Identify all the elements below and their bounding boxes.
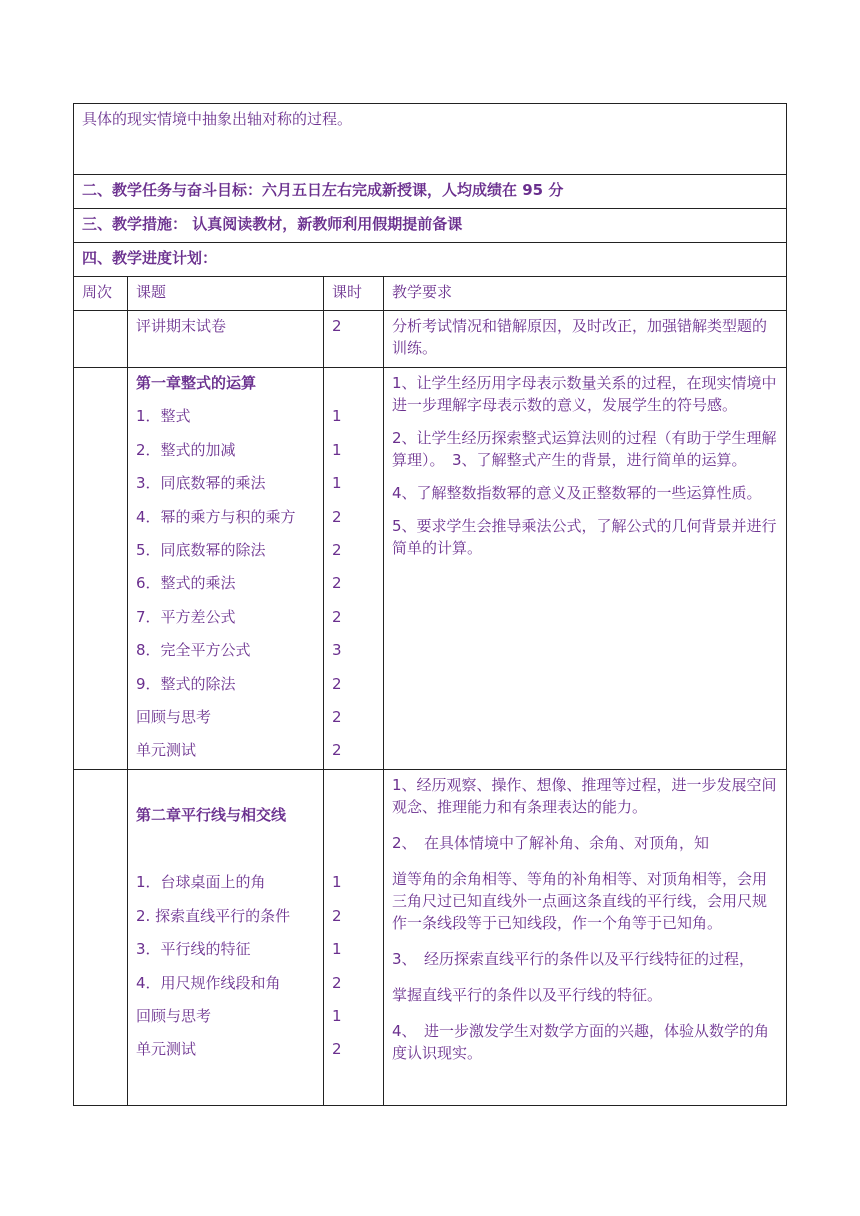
list-item: 回顾与思考 [136,1006,212,1025]
requirement-item: 4、了解整数指数幂的意义及正整数幂的一些运算性质。 [392,484,762,502]
hours-value: 1 [332,940,342,959]
chapter2-requirements [384,770,787,1106]
table-row [74,770,787,1106]
hours-value: 2 [332,741,342,760]
spacer [332,368,375,401]
section2-row [74,175,787,209]
chapter1-requirements [384,368,787,770]
spacer [136,770,315,800]
section3-row [74,209,787,243]
spacer [332,770,375,867]
intro-row [74,104,787,175]
chapter2-title: 第二章平行线与相交线 [136,806,287,824]
list-item: 9．整式的除法 [136,674,236,693]
header-requirements: 教学要求 [384,277,787,311]
header-topic: 课题 [128,277,324,311]
list-item: 回顾与思考 [136,707,212,726]
hours-value: 2 [332,507,342,526]
hours-value: 1 [332,474,342,493]
chapter1-hours [324,368,384,770]
list-item: 单元测试 [136,741,197,760]
chapter1-title: 第一章整式的运算 [136,374,257,392]
header-week: 周次 [74,277,128,311]
hours-value: 1 [332,407,342,426]
list-item: 6．整式的乘法 [136,574,236,593]
requirement-item: 1、经历观察、操作、想像、推理等过程，进一步发展空间观念、推理能力和有条理表达的能力。 [392,776,777,816]
intro-text: 具体的现实情境中抽象出轴对称的过程。 [74,104,787,175]
chapter1-topics [128,368,324,770]
requirement-item: 掌握直线平行的条件以及平行线的特征。 [392,986,663,1004]
requirement-item: 3、 经历探索直线平行的条件以及平行线特征的过程， [392,950,755,968]
list-item: 5．同底数幂的除法 [136,540,266,559]
hours-cell: 2 [324,311,384,368]
table-row [74,311,787,368]
hours-value: 2 [332,906,342,925]
week-cell [74,368,128,770]
requirement-item: 2、 在具体情境中了解补角、余角、对顶角，知 [392,834,710,852]
hours-value: 2 [332,540,342,559]
table-row [74,368,787,770]
requirement-item: 2、让学生经历探索整式运算法则的过程（有助于学生理解算理）。 3、了解整式产生的背景，进行简单的运算。 [392,429,777,469]
week-cell [74,770,128,1106]
hours-value: 2 [332,707,342,726]
hours-value: 2 [332,674,342,693]
list-item: 1．整式 [136,407,191,426]
requirements-cell: 分析考试情况和错解原因，及时改正，加强错解类型题的训练。 [384,311,787,368]
hours-value: 2 [332,607,342,626]
hours-value: 3 [332,641,342,660]
requirement-item: 5、要求学生会推导乘法公式，了解公式的几何背景并进行简单的计算。 [392,517,777,557]
list-item: 8．完全平方公式 [136,641,251,660]
list-item: 7．平方差公式 [136,607,236,626]
chapter2-topics [128,770,324,1106]
table-header-row [74,277,787,311]
section4-row [74,243,787,277]
list-item: 单元测试 [136,1040,197,1059]
hours-value: 2 [332,574,342,593]
hours-value: 1 [332,440,342,459]
list-item: 4．幂的乘方与积的乘方 [136,507,296,526]
requirement-item: 4、 进一步激发学生对数学方面的兴趣，体验从数学的角度认识现实。 [392,1022,770,1062]
spacer [136,833,315,867]
topic-cell: 评讲期末试卷 [128,311,324,368]
list-item: 2. 探索直线平行的条件 [136,906,291,925]
list-item: 3．平行线的特征 [136,940,251,959]
requirement-item: 道等角的余角相等、等角的补角相等、对顶角相等，会用三角尺过已知直线外一点画这条直线的平行线，会用尺规作一条线段等于已知线段，作一个角等于已知角。 [392,870,768,932]
chapter2-hours [324,770,384,1106]
week-cell [74,311,128,368]
requirement-item: 1、让学生经历用字母表示数量关系的过程，在现实情境中进一步理解字母表示数的意义，发展学生的符号感。 [392,374,777,414]
hours-value: 2 [332,1040,342,1059]
hours-value: 1 [332,1006,342,1025]
section3-heading: 三、教学措施： 认真阅读教材，新教师利用假期提前备课 [74,209,787,243]
header-hours: 课时 [324,277,384,311]
section4-heading: 四、教学进度计划： [74,243,787,277]
list-item: 4．用尺规作线段和角 [136,973,281,992]
list-item: 2．整式的加减 [136,440,236,459]
document-page [73,103,786,1106]
list-item: 3．同底数幂的乘法 [136,474,266,493]
section2-heading: 二、教学任务与奋斗目标：六月五日左右完成新授课，人均成绩在 95 分 [74,175,787,209]
hours-value: 2 [332,973,342,992]
list-item: 1．台球桌面上的角 [136,873,266,892]
teaching-plan-table [73,103,787,1106]
hours-value: 1 [332,873,342,892]
